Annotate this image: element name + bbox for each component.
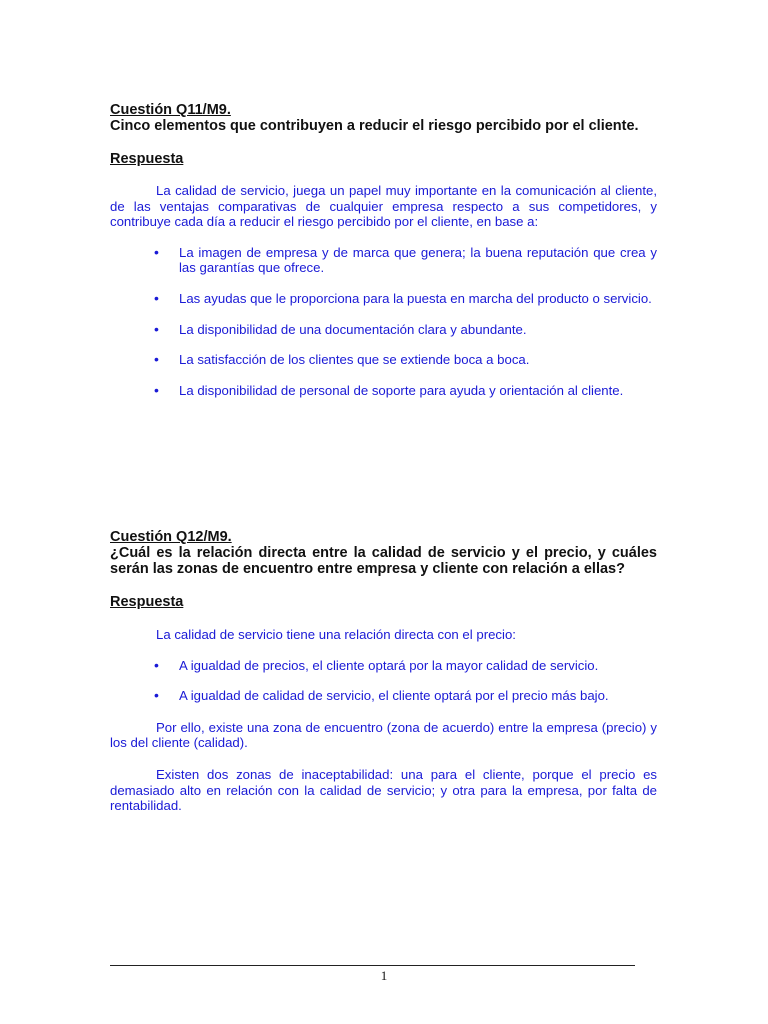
answer-heading: Respuesta <box>110 151 184 167</box>
answer-paragraph: Por ello, existe una zona de encuentro (zona de acuerdo) entre la empresa (precio) y los del cliente (calidad). <box>110 719 657 751</box>
bullet-icon: • <box>154 687 159 704</box>
list-item-text: A igualdad de precios, el cliente optará por la mayor calidad de servicio. <box>179 657 599 673</box>
list-item <box>110 688 657 704</box>
question-title: Cuestión Q11/M9. <box>110 102 231 118</box>
answer-bullet-list <box>110 245 657 399</box>
list-item <box>110 352 657 368</box>
answer-paragraph: Existen dos zonas de inaceptabilidad: una para el cliente, porque el precio es demasiado alto en relación con la calidad de servicio; y otra para la empresa, por falta de rentabilidad. <box>110 766 657 814</box>
bullet-icon: • <box>154 351 159 368</box>
page-number: 1 <box>380 968 388 983</box>
bullet-icon: • <box>154 289 159 306</box>
list-item-text: A igualdad de calidad de servicio, el cliente optará por el precio más bajo. <box>179 688 609 704</box>
footer-divider <box>110 965 635 966</box>
question-text: Cinco elementos que contribuyen a reducir el riesgo percibido por el cliente. <box>110 118 639 134</box>
question-title: Cuestión Q12/M9. <box>110 529 232 545</box>
question-q11-section <box>110 102 657 398</box>
list-item <box>110 291 657 307</box>
list-item-text: La satisfacción de los clientes que se extiende boca a boca. <box>179 352 530 368</box>
list-item-text: Las ayudas que le proporciona para la puesta en marcha del producto o servicio. <box>179 290 652 306</box>
answer-intro-paragraph: La calidad de servicio tiene una relación directa con el precio: <box>156 627 516 642</box>
list-item <box>110 245 657 276</box>
answer-intro-paragraph: La calidad de servicio, juega un papel muy importante en la comunicación al cliente, de las ventajas comparativas de cualquier empresa respecto a sus competidores, y contribuye cada día a reducir el riesgo percibido por el cliente, en base a: <box>110 183 657 230</box>
bullet-icon: • <box>154 656 159 673</box>
bullet-icon: • <box>154 381 159 398</box>
list-item-text: La imagen de empresa y de marca que genera; la buena reputación que crea y las garantías que ofrece. <box>179 244 657 276</box>
list-item-text: La disponibilidad de personal de soporte para ayuda y orientación al cliente. <box>179 382 624 398</box>
question-q12-section <box>110 529 657 814</box>
bullet-icon: • <box>154 243 159 260</box>
list-item <box>110 383 657 399</box>
bullet-icon: • <box>154 320 159 337</box>
list-item <box>110 658 657 674</box>
list-item <box>110 322 657 338</box>
question-text: ¿Cuál es la relación directa entre la calidad de servicio y el precio, y cuáles serán las zonas de encuentro entre empresa y cliente con relación a ellas? <box>110 545 657 577</box>
list-item-text: La disponibilidad de una documentación clara y abundante. <box>179 321 527 337</box>
answer-heading: Respuesta <box>110 594 184 610</box>
answer-bullet-list <box>110 658 657 704</box>
